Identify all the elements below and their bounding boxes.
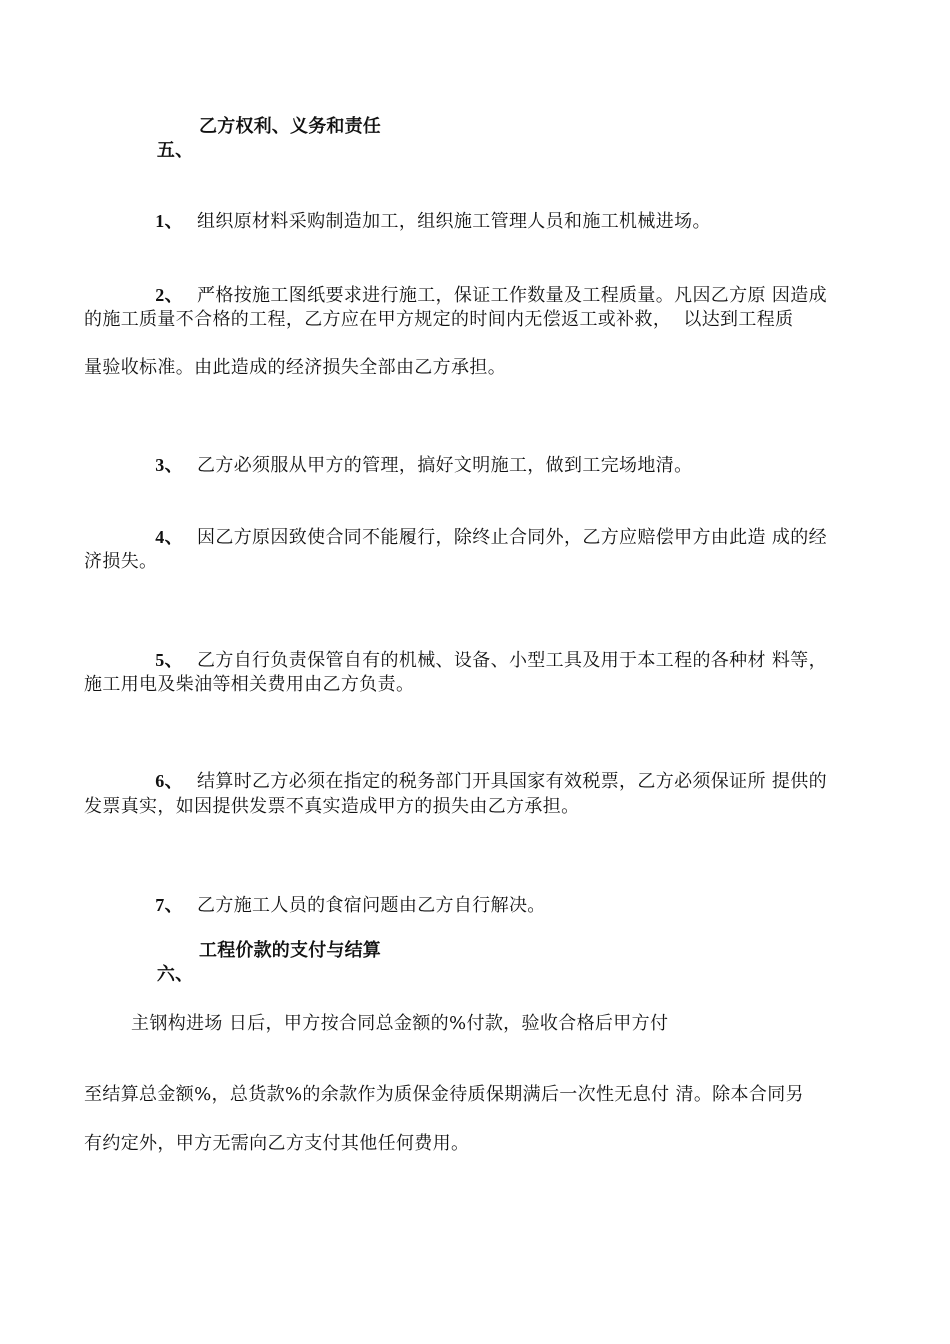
section-6-paragraph-2-line-1: 至结算总金额%，总货款%的余款作为质保金待质保期满后一次性无息付 清。除本合同另 [84, 1084, 804, 1105]
section-5-number: 五、 [156, 140, 194, 161]
item-number: 4、 [155, 527, 183, 547]
item-2-line-2: 的施工质量不合格的工程，乙方应在甲方规定的时间内无偿返工或补救， 以达到工程质 [84, 309, 794, 330]
item-5-line-2: 施工用电及柴油等相关费用由乙方负责。 [84, 674, 415, 695]
item-1 [131, 185, 711, 258]
item-7 [131, 869, 546, 942]
item-text: 结算时乙方必须在指定的税务部门开具国家有效税票，乙方必须保证所 提供的 [197, 771, 827, 792]
item-number: 5、 [155, 650, 183, 670]
section-6-number: 六、 [156, 964, 194, 985]
item-number: 6、 [155, 771, 183, 791]
item-4 [131, 501, 827, 574]
item-text: 乙方自行负责保管自有的机械、设备、小型工具及用于本工程的各种材 料等， [197, 650, 827, 671]
item-number: 1、 [155, 211, 183, 231]
item-text: 严格按施工图纸要求进行施工，保证工作数量及工程质量。凡因乙方原 因造成 [197, 285, 827, 306]
item-4-line-2: 济损失。 [84, 551, 158, 572]
item-text: 乙方必须服从甲方的管理，搞好文明施工，做到工完场地清。 [197, 455, 693, 476]
item-text: 乙方施工人员的食宿问题由乙方自行解决。 [197, 895, 546, 916]
section-6-heading [131, 939, 193, 1011]
item-number: 3、 [155, 455, 183, 475]
item-text: 组织原材料采购制造加工，组织施工管理人员和施工机械进场。 [197, 211, 711, 232]
item-number: 7、 [155, 895, 183, 915]
item-2-line-3: 量验收标准。由此造成的经济损失全部由乙方承担。 [84, 357, 507, 378]
section-6-paragraph-2-line-2: 有约定外，甲方无需向乙方支付其他任何费用。 [84, 1133, 470, 1154]
section-6-title: 工程价款的支付与结算 [199, 940, 381, 961]
item-3 [131, 429, 692, 502]
item-6-line-2: 发票真实，如因提供发票不真实造成甲方的损失由乙方承担。 [84, 796, 580, 817]
section-6-paragraph-1: 主钢构进场 日后，甲方按合同总金额的%付款，验收合格后甲方付 [131, 1013, 669, 1034]
section-5-heading [131, 115, 193, 187]
item-text: 因乙方原因致使合同不能履行，除终止合同外，乙方应赔偿甲方由此造 成的经 [197, 527, 827, 548]
item-number: 2、 [155, 285, 183, 305]
section-5-title: 乙方权利、义务和责任 [199, 116, 381, 137]
